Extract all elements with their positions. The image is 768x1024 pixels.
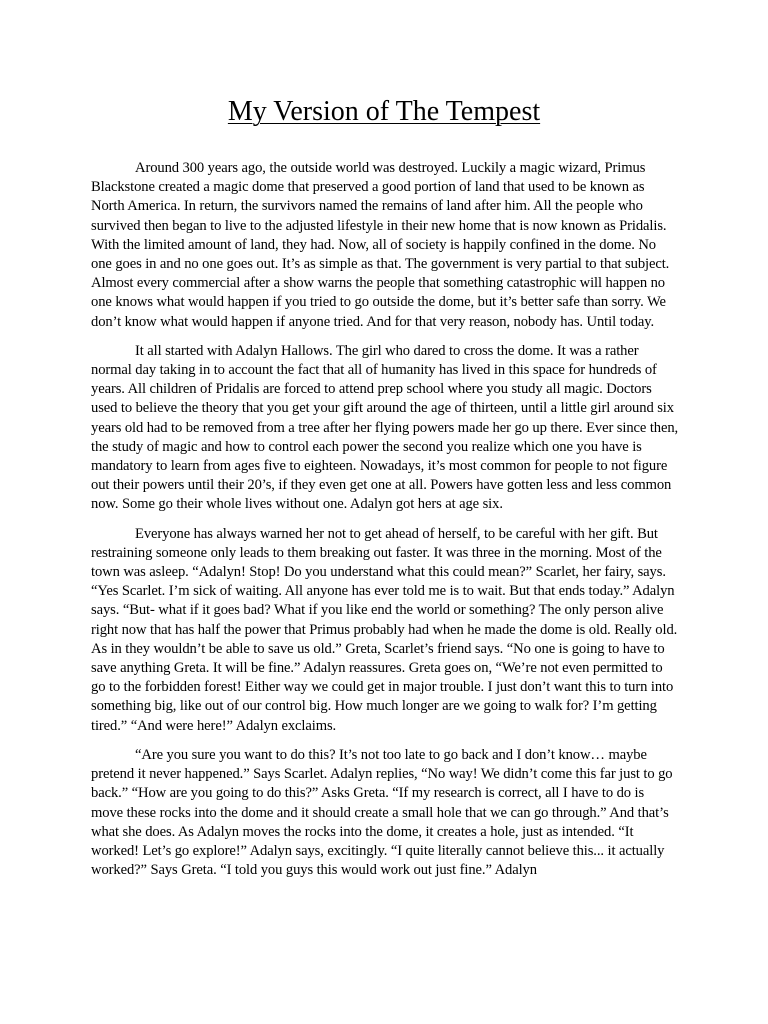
paragraph-4: “Are you sure you want to do this? It’s not too late to go back and I don’t know… maybe pretend it never happened.” Says Scarlet. Adalyn replies, “No way! We didn’t come this far just to go back.” “How are you going to do this?” Asks Greta. “If my research is correct, all I have to do is move these rocks into the dome and it should create a small hole that we can go through.” And that’s what she does. As Adalyn moves the rocks into the dome, it creates a hole, just as intended. “It worked! Let’s go explore!” Adalyn says, excitingly. “I quite literally cannot believe this... it actually worked?” Says Greta. “I told you guys this would work out just fine.” Adalyn <box>91 746 673 879</box>
document-title-text: My Version of The Tempest <box>227 96 541 127</box>
paragraph-3: Everyone has always warned her not to get ahead of herself, to be careful with her gift. But restraining someone only leads to them breaking out faster. It was three in the morning. Most of the town was asleep. “Adalyn! Stop! Do you understand what this could mean?” Scarlet, her fairy, says. “Yes Scarlet. I’m sick of waiting. All anyone has ever told me is to wait. But that ends today.” Adalyn says. “But- what if it goes bad? What if you like end the world or something? The only person alive right now that has half the power that Primus probably had when he made the dome is old. Really old. As in they wouldn’t be able to save us old.” Greta, Scarlet’s friend says. “No one is going to have to save anything Greta. It will be fine.” Adalyn reassures. Greta goes on, “We’re not even permitted to go to the forbidden forest! Either way we could get in major trouble. I just don’t want this to turn into something big, like out of our control big. How much longer are we going to walk for? I’m getting tired.” “And were here!” Adalyn exclaims. <box>91 525 678 734</box>
paragraph-1: Around 300 years ago, the outside world was destroyed. Luckily a magic wizard, Primus Blackstone created a magic dome that preserved a good portion of land that used to be known as North America. In return, the survivors named the remains of land after him. All the people who survived then began to live to the adjusted lifestyle in their new home that is now known as Pridalis. With the limited amount of land, they had. Now, all of society is happily confined in the dome. No one goes in and no one goes out. It’s as simple as that. The government is very partial to that subject. Almost every commercial after a show warns the people that something catastrophic will happen no one knows what would happen if you tried to go outside the dome, but it’s better safe than sorry. We don’t know what would happen if anyone tried. And for that very reason, nobody has. Until today. <box>91 160 670 330</box>
paragraph-2: It all started with Adalyn Hallows. The girl who dared to cross the dome. It was a rather normal day taking in to account the fact that all of humanity has lived in this space for hundreds of years. All children of Pridalis are forced to attend prep school where you study all magic. Doctors used to believe the theory that you get your gift around the age of thirteen, until a little girl around six years old had to be removed from a tree after her flying powers made her go up there. Ever since then, the study of magic and how to control each power the second you realize which one you have is mandatory to learn from ages five to eighteen. Nowadays, it’s most common for people to not figure out their powers until their 20’s, if they even get one at all. Powers have gotten less and less common now. Some go their whole lives without one. Adalyn got hers at age six. <box>91 342 679 513</box>
document-title <box>0 93 768 131</box>
document-body <box>91 159 679 890</box>
